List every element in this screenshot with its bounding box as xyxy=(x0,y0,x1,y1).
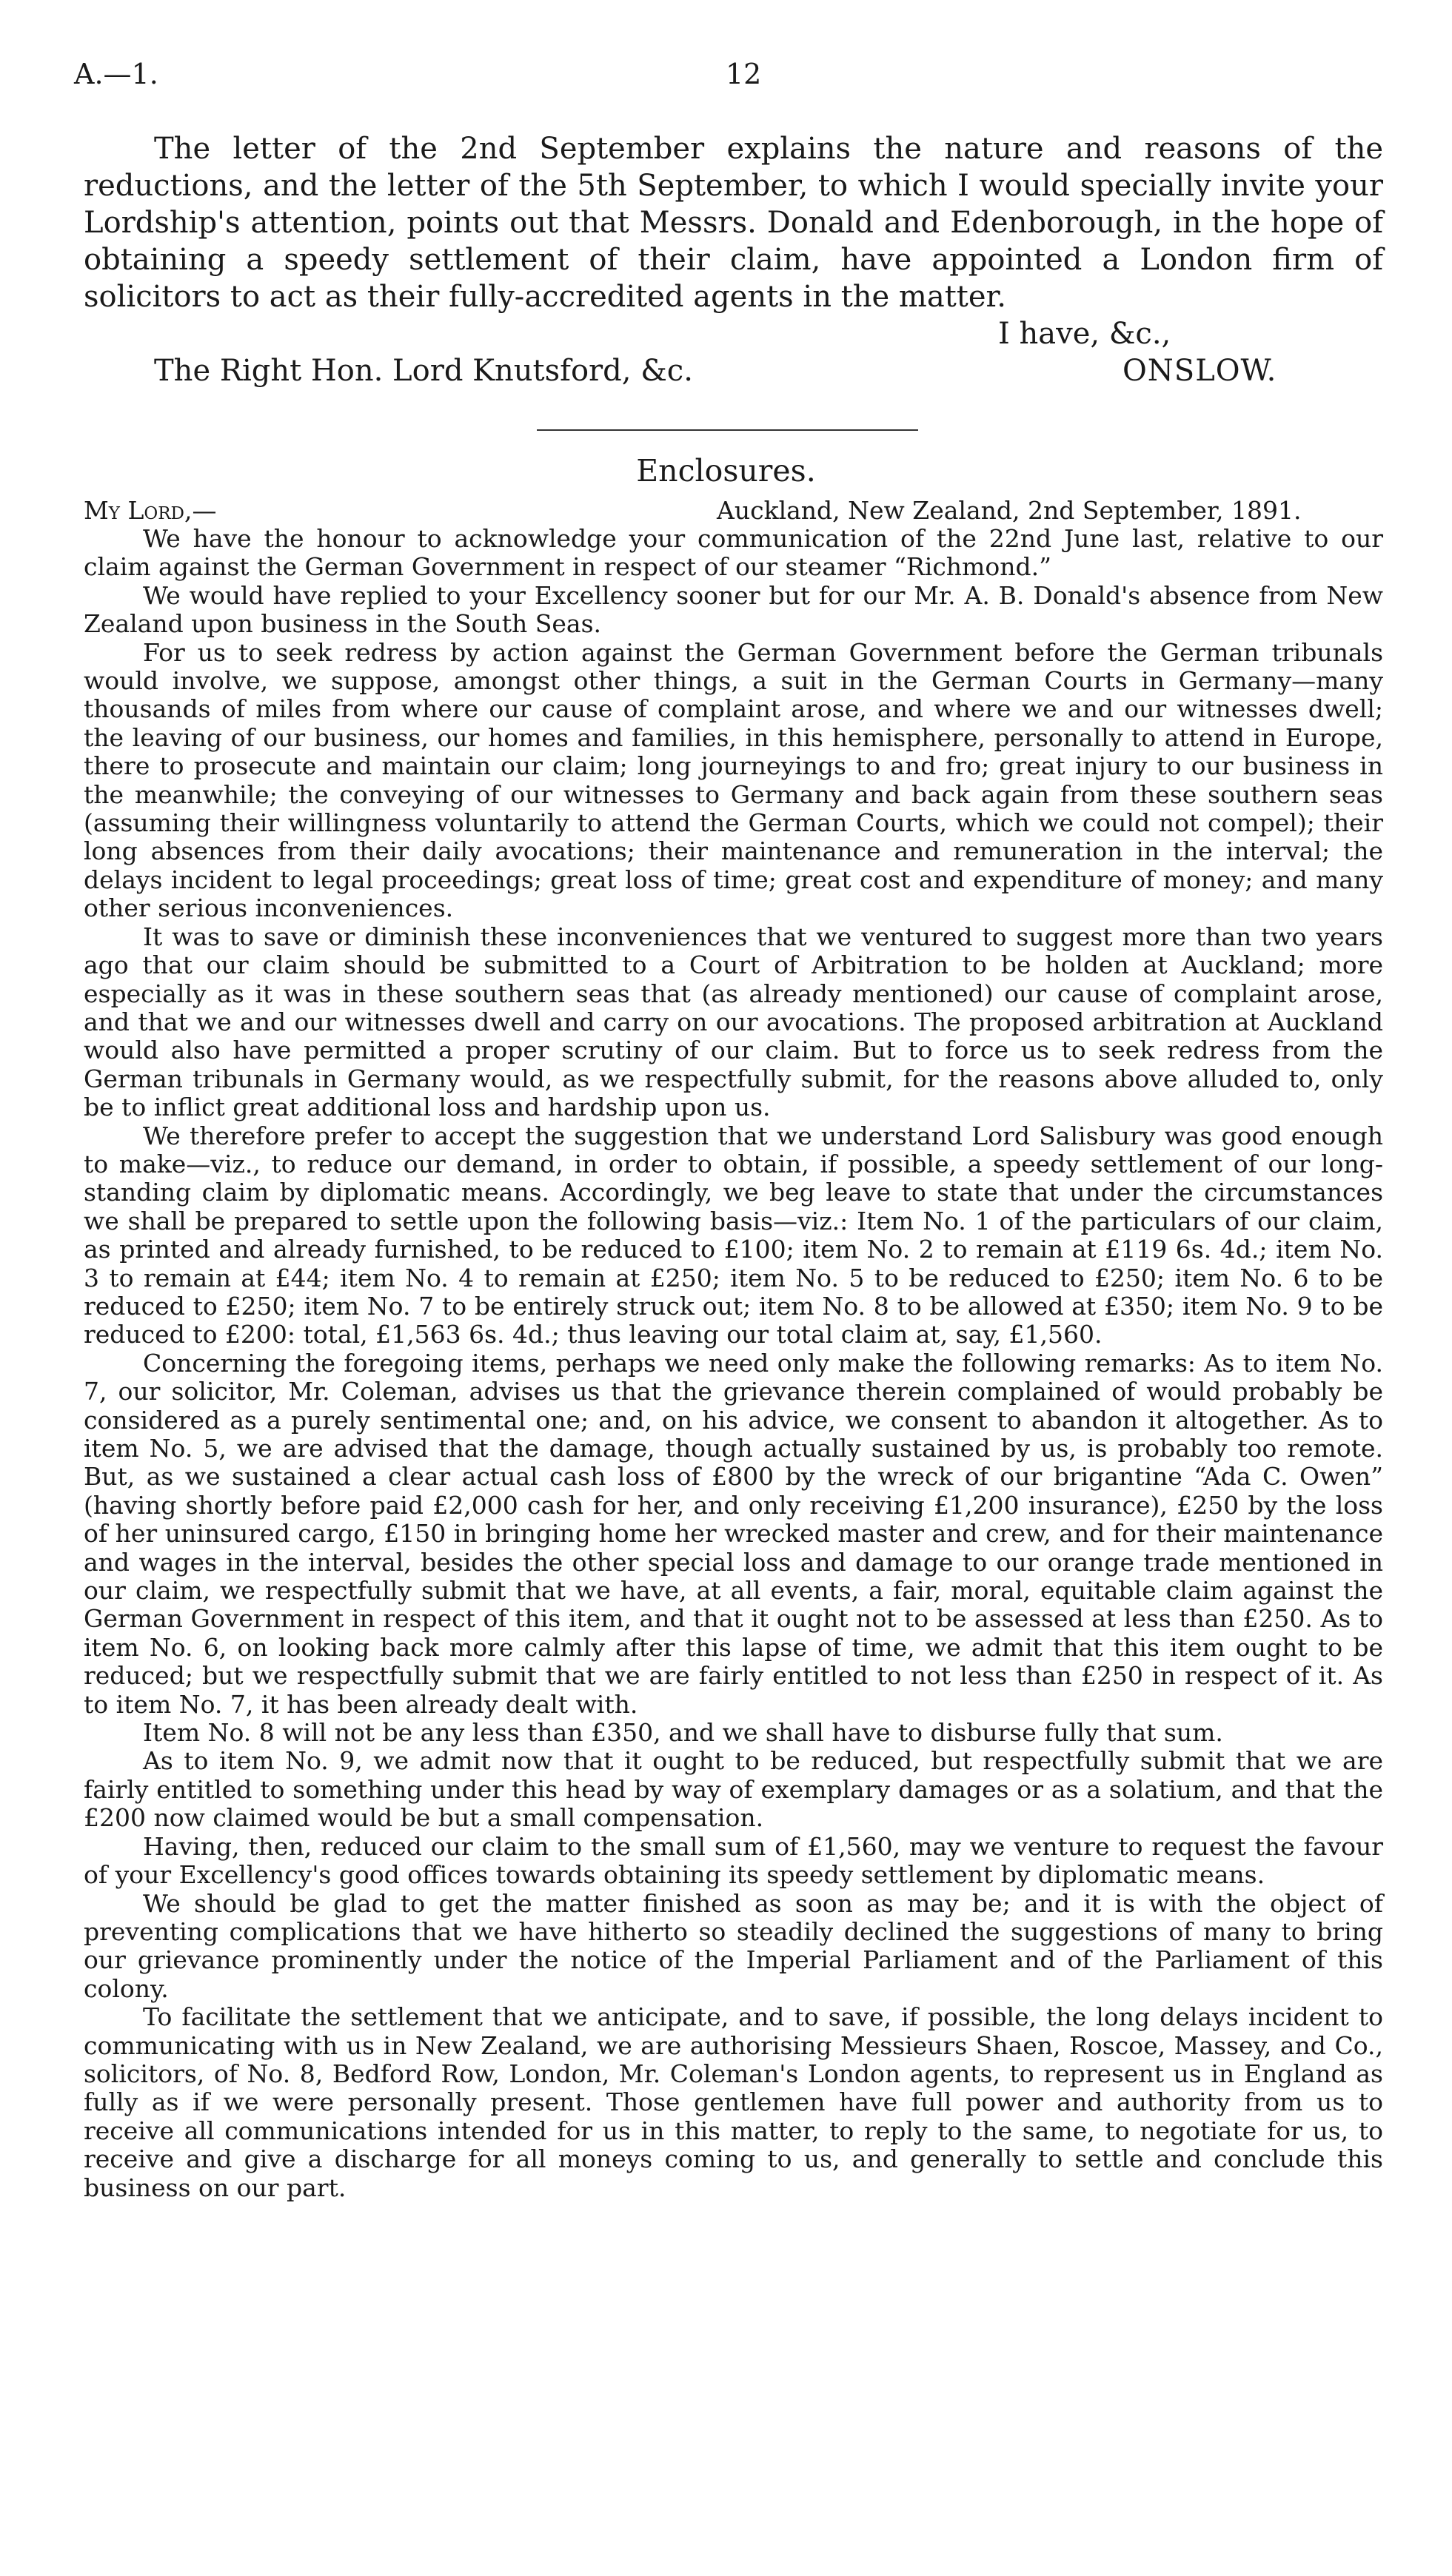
page-number: 12 xyxy=(726,58,762,90)
letter-paragraph: We therefore prefer to accept the suggestion that we understand Lord Salisbury was good enough to make—viz., to reduce our demand, in order to obtain, if possible, a speedy settlement of our long-standing claim by diplomatic means. Accordingly, we beg leave to state that under the circumstances we shall be prepared to settle upon the following basis—viz.: Item No. 1 of the particulars of our claim, as printed and already furnished, to be reduced to £100; item No. 2 to remain at £119 6s. 4d.; item No. 3 to remain at £44; item No. 4 to remain at £250; item No. 5 to be reduced to £250; item No. 6 to be reduced to £250; item No. 7 to be entirely struck out; item No. 8 to be allowed at £350; item No. 9 to be reduced to £200: total, £1,563 6s. 4d.; thus leaving our total claim at, say, £1,560. xyxy=(84,1121,1383,1349)
letter-paragraph: For us to seek redress by action against the German Government before the German tribunals would involve, we suppose, amongst other things, a suit in the German Courts in Germany—many thousands of miles from where our cause of complaint arose, and where we and our witnesses dwell; the leaving of our business, our homes and families, in this hemisphere, personally to attend in Europe, there to prosecute and maintain our claim; long journeyings to and fro; great injury to our business in the meanwhile; the conveying of our witnesses to Germany and back again from these southern seas (assuming their willingness voluntarily to attend the German Courts, which we could not compel); their long absences from their daily avocations; their maintenance and remuneration in the interval; the delays incident to legal proceedings; great loss of time; great cost and expenditure of money; and many other serious inconveniences. xyxy=(84,637,1383,923)
letter-paragraph: Item No. 8 will not be any less than £350, and we shall have to disburse fully that sum. xyxy=(143,1718,1223,1748)
salutation-row xyxy=(84,496,1383,526)
running-head xyxy=(74,58,1392,102)
letter-paragraph: Having, then, reduced our claim to the small sum of £1,560, may we venture to request the favour of your Excellency's good offices towards obtaining its speedy settlement by diplomatic means. xyxy=(84,1831,1383,1890)
enclosures-heading: Enclosures. xyxy=(636,453,816,489)
address-row xyxy=(84,352,1383,392)
letter-paragraph: Concerning the foregoing items, perhaps we need only make the following remarks: As to item No. 7, our solicitor, Mr. Coleman, advises us that the grievance therein complained of would probably be considered as a purely sentimental one; and, on his advice, we consent to abandon it altogether. As to item No. 5, we are advised that the damage, though actually sustained by us, is probably too remote. But, as we sustained a clear actual cash loss of £800 by the wreck of our brigantine “Ada C. Owen” (having shortly before paid £2,000 cash for her, and only receiving £1,200 insurance), £250 by the loss of her uninsured cargo, £150 in bringing home her wrecked master and crew, and for their maintenance and wages in the interval, besides the other special loss and damage to our orange trade mentioned in our claim, we respectfully submit that we have, at all events, a fair, moral, equitable claim against the German Government in respect of this item, and that it ought not to be assessed at less than £250. As to item No. 6, on looking back more calmly after this lapse of time, we admit that this item ought to be reduced; but we respectfully submit that we are fairly entitled to not less than £250 in respect of it. As to item No. 7, it has been already dealt with. xyxy=(84,1348,1383,1719)
letter-paragraph: It was to save or diminish these inconveniences that we ventured to suggest more than two years ago that our claim should be submitted to a Court of Arbitration to be holden at Auckland; more especially as it was in these southern seas that (as already mentioned) our cause of complaint arose, and that we and our witnesses dwell and carry on our avocations. The proposed arbitration at Auckland would also have permitted a proper scrutiny of our claim. But to force us to seek redress from the German tribunals in Germany would, as we respectfully submit, for the reasons above alluded to, only be to inflict great additional loss and hardship upon us. xyxy=(84,922,1383,1122)
letter-paragraph: We would have replied to your Excellency sooner but for our Mr. A. B. Donald's absence from New Zealand upon business in the South Seas. xyxy=(84,580,1383,639)
section-divider xyxy=(537,429,918,431)
closing-row xyxy=(84,315,1383,352)
addressee: The Right Hon. Lord Knutsford, &c. xyxy=(154,354,693,388)
document-reference: A.—1. xyxy=(74,58,158,90)
letter-paragraph: To facilitate the settlement that we anticipate, and to save, if possible, the long delays incident to communicating with us in New Zealand, we are authorising Messieurs Shaen, Roscoe, Massey, and Co., solicitors, of No. 8, Bedford Row, London, Mr. Coleman's London agents, to represent us in England as fully as if we were personally present. Those gentlemen have full power and authority from us to receive all communications intended for us in this matter, to reply to the same, to negotiate for us, to receive and give a discharge for all moneys coming to us, and generally to settle and conclude this business on our part. xyxy=(84,2002,1383,2202)
despatch-paragraph: The letter of the 2nd September explains the nature and reasons of the reductions, and the letter of the 5th September, to which I would specially invite your Lordship's attention, points out that Messrs. Donald and Edenborough, in the hope of obtaining a speedy settlement of their claim, have appointed a London firm of solicitors to act as their fully-accredited agents in the matter. xyxy=(84,132,1383,314)
letter-paragraph: We should be glad to get the matter finished as soon as may be; and it is with the object of preventing complications that we have hitherto so steadily declined the suggestions of many to bring our grievance prominently under the notice of the Imperial Parliament and of the Parliament of this colony. xyxy=(84,1888,1383,2003)
letter-paragraph: We have the honour to acknowledge your communication of the 22nd June last, relative to our claim against the German Government in respect of our steamer “Richmond.” xyxy=(84,524,1383,582)
letter-paragraph: As to item No. 9, we admit now that it ought to be reduced, but respectfully submit that we are fairly entitled to something under this head by way of exemplary damages or as a solatium, and that the £200 now claimed would be but a small compensation. xyxy=(84,1746,1383,1833)
signatory: ONSLOW. xyxy=(1123,354,1277,388)
dateline: Auckland, New Zealand, 2nd September, 1891. xyxy=(717,496,1302,525)
despatch-section xyxy=(84,130,1383,392)
closing-formula: I have, &c., xyxy=(998,317,1171,351)
salutation: My Lord,— xyxy=(84,496,217,525)
letter-body xyxy=(84,525,1383,2202)
